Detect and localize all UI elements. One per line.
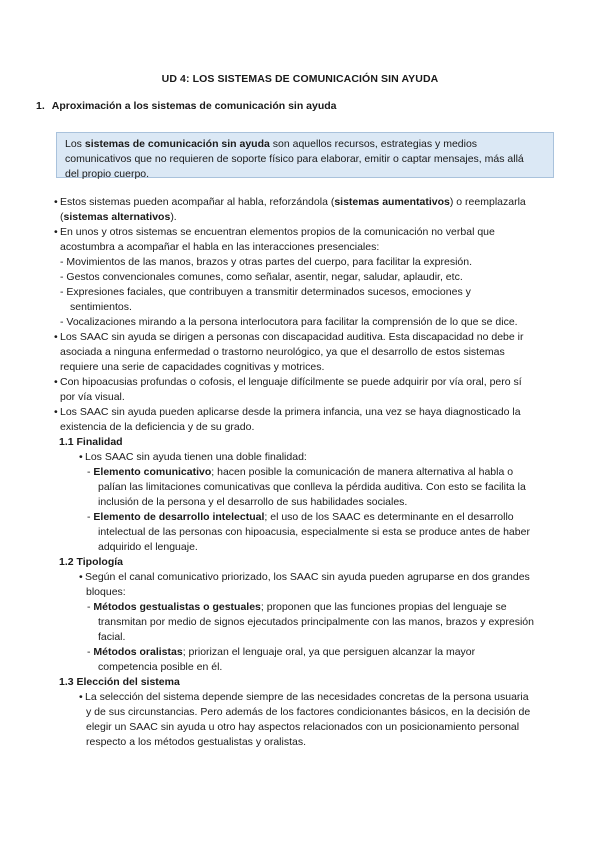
subsection-1-2-heading: 1.2 Tipología (59, 556, 123, 568)
subsection-1-3-heading: 1.3 Elección del sistema (59, 676, 180, 688)
list-item-cont: elegir un SAAC sin ayuda u otro hay aspectos relacionados con un posicionamiento personal (86, 721, 520, 733)
bullet-marker: • (54, 376, 58, 388)
dash-item-cont: inclusión de la persona y el desarrollo de sus habilidades sociales. (98, 496, 408, 508)
dash-item-cont: transmitan por medio de signos ejecutados principalmente con las manos, brazos y expresión (98, 616, 534, 628)
dash-marker: - (87, 601, 94, 613)
text: ; proponen que las funciones propias del lenguaje se (260, 601, 507, 613)
bold-term: Métodos gestualistas o gestuales (93, 601, 261, 613)
dash-item-cont: competencia posible en él. (98, 661, 223, 673)
list-item (54, 195, 554, 210)
text: ; el uso de los SAAC es determinante en el desarrollo (264, 511, 514, 523)
dash-marker: - (87, 511, 94, 523)
list-item-cont (54, 210, 554, 225)
text: La selección del sistema depende siempre de las necesidades concretas de la persona usuaria (85, 691, 529, 703)
bullet-marker: • (54, 226, 58, 238)
dash-marker: - (87, 466, 94, 478)
dash-item: - Gestos convencionales comunes, como señalar, asentir, negar, saludar, aplaudir, etc. (60, 271, 463, 283)
subsection-1-1-heading: 1.1 Finalidad (59, 436, 123, 448)
text: Según el canal comunicativo priorizado, los SAAC sin ayuda pueden agruparse en dos grandes (85, 571, 530, 583)
list-item-cont: por vía visual. (60, 391, 125, 403)
bold-term: Métodos oralistas (93, 646, 183, 658)
list-item-cont: requiere una serie de capacidades cognitivas y motrices. (60, 361, 325, 373)
text: ) o reemplazarla (449, 196, 526, 208)
document-body (54, 195, 554, 750)
text: Los SAAC sin ayuda tienen una doble finalidad: (85, 451, 307, 463)
dash-item-cont: facial. (98, 631, 126, 643)
bullet-marker: • (79, 571, 83, 583)
dash-item: - Expresiones faciales, que contribuyen a transmitir determinados sucesos, emociones y (60, 286, 471, 298)
bullet-marker: • (54, 196, 58, 208)
list-item (54, 450, 554, 465)
text: En unos y otros sistemas se encuentran elementos propios de la comunicación no verbal que (60, 226, 495, 238)
text: Los SAAC sin ayuda se dirigen a personas con discapacidad auditiva. Esta discapacidad no debe ir (60, 331, 524, 343)
text: Los SAAC sin ayuda pueden aplicarse desde la primera infancia, una vez se haya diagnosticado la (60, 406, 521, 418)
list-item (54, 690, 554, 705)
list-item-cont: existencia de la deficiencia y de su grado. (60, 421, 255, 433)
bold-term: sistemas aumentativos (334, 196, 450, 208)
dash-item (54, 510, 554, 525)
dash-item: - Movimientos de las manos, brazos y otras partes del cuerpo, para facilitar la expresión. (60, 256, 473, 268)
list-item (54, 570, 554, 585)
bullet-marker: • (79, 451, 83, 463)
bold-term: Elemento comunicativo (93, 466, 212, 478)
bullet-marker: • (54, 406, 58, 418)
list-item (54, 330, 554, 345)
list-item-cont: asociada a ninguna enfermedad o trastorno neurológico, ya que el desarrollo de estos sistemas (60, 346, 505, 358)
list-item-cont: acostumbra a acompañar el habla en las interacciones presenciales: (60, 241, 380, 253)
dash-item (54, 600, 554, 615)
text: ). (170, 211, 177, 223)
dash-item-cont: intelectual de las personas con hipoacusia, especialmente si esta se produce antes de haber (98, 526, 530, 538)
bold-term: Elemento de desarrollo intelectual (93, 511, 265, 523)
document-title: UD 4: LOS SISTEMAS DE COMUNICACIÓN SIN AYUDA (161, 73, 439, 85)
text: ( (60, 211, 64, 223)
text: Estos sistemas pueden acompañar al habla, reforzándola ( (60, 196, 335, 208)
callout-bold-term: sistemas de comunicación sin ayuda (84, 138, 270, 150)
bullet-marker: • (79, 691, 83, 703)
dash-item-cont: adquirido el lenguaje. (98, 541, 198, 553)
section-1-number: 1. (36, 100, 45, 112)
callout-text: Los (65, 138, 85, 150)
list-item (54, 225, 554, 240)
callout-line-3: del propio cuerpo. (65, 168, 150, 180)
dash-item-cont: palían las limitaciones comunicativas que conlleva la pérdida auditiva. Con esto se facilita la (98, 481, 526, 493)
dash-item-cont: sentimientos. (70, 301, 132, 313)
list-item (54, 375, 554, 390)
bold-term: sistemas alternativos (63, 211, 171, 223)
text: ; hacen posible la comunicación de manera alternativa al habla o (211, 466, 514, 478)
callout-line-2: comunicativos que no requieren de soporte físico para elaborar, emitir o captar mensajes, más allá (65, 153, 524, 165)
callout-line-1 (65, 137, 545, 152)
list-item-cont: bloques: (86, 586, 126, 598)
definition-callout (56, 132, 554, 178)
list-item-cont: respecto a los métodos gestualistas y oralistas. (86, 736, 307, 748)
dash-item (54, 645, 554, 660)
bullet-marker: • (54, 331, 58, 343)
section-1-title: Aproximación a los sistemas de comunicación sin ayuda (51, 100, 337, 112)
text: Con hipoacusias profundas o cofosis, el lenguaje difícilmente se puede adquirir por vía oral, pero sí (60, 376, 522, 388)
section-1-heading (36, 99, 337, 114)
dash-marker: - (87, 646, 94, 658)
callout-text: son aquellos recursos, estrategias y medios (269, 138, 478, 150)
list-item-cont: y de sus circunstancias. Pero además de los factores condicionantes básicos, en la decisión de (86, 706, 531, 718)
list-item (54, 405, 554, 420)
dash-item (54, 465, 554, 480)
dash-item: - Vocalizaciones mirando a la persona interlocutora para facilitar la comprensión de lo que se dice. (60, 316, 518, 328)
text: ; priorizan el lenguaje oral, ya que persiguen alcanzar la mayor (182, 646, 476, 658)
